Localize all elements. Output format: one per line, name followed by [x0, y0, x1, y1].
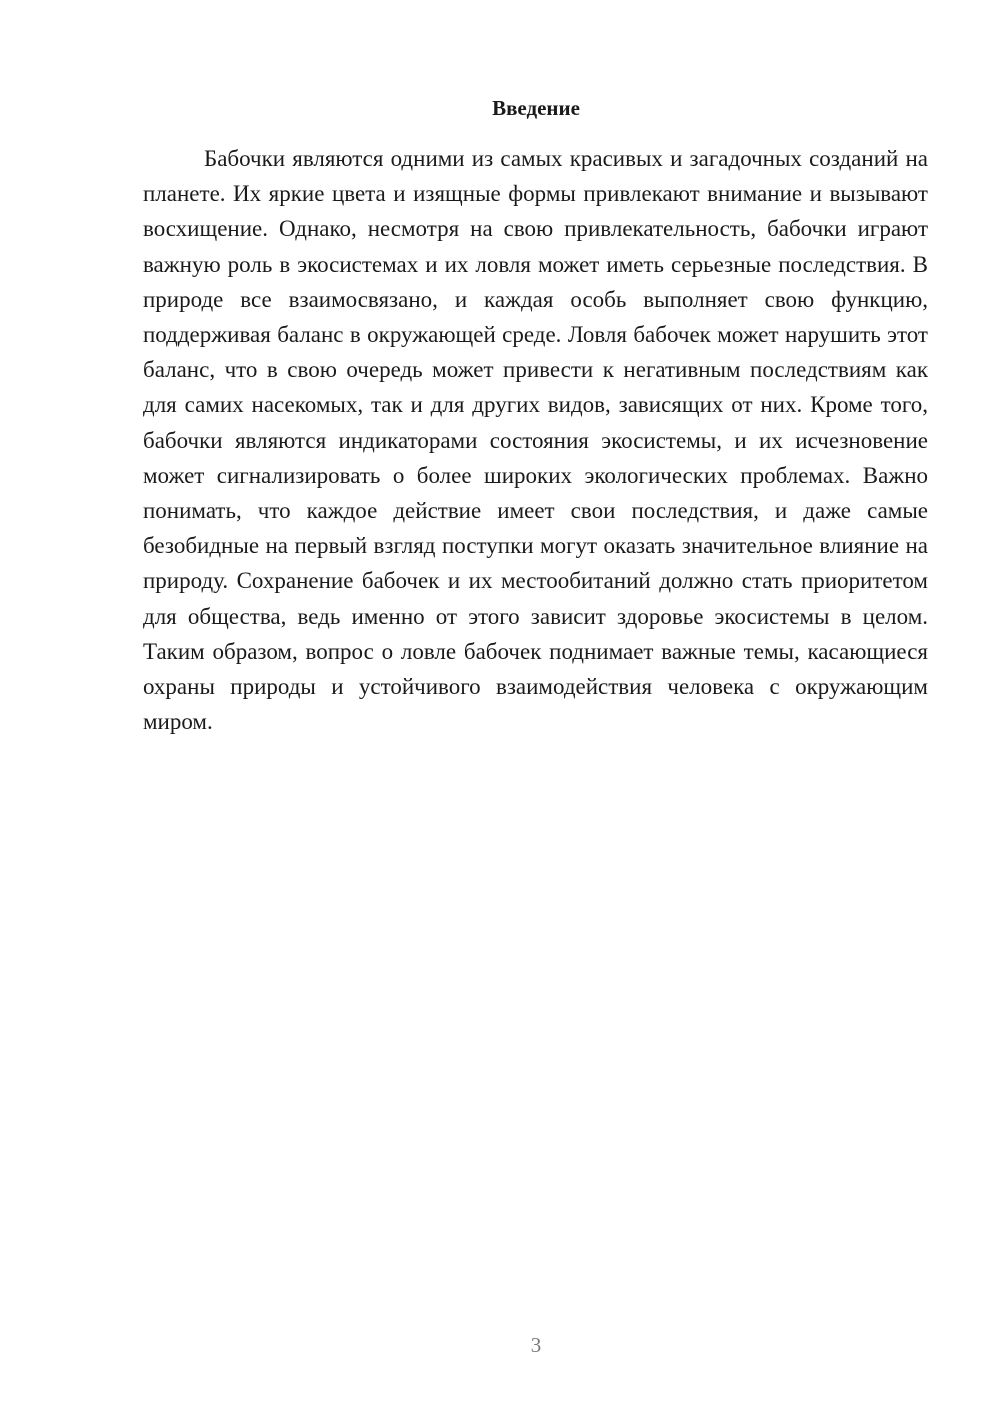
page-number: 3	[530, 1333, 542, 1357]
section-heading: Введение	[492, 96, 580, 120]
body-paragraph: Бабочки являются одними из самых красивых и загадочных созданий на планете. Их яркие цвета и изящные формы привлекают внимание и вызывают восхищение. Однако, несмотря на свою привлекательность, бабочки играют важную роль в экосистемах и их ловля может иметь серьезные последствия. В природе все взаимосвязано, и каждая особь выполняет свою функцию, поддерживая баланс в окружающей среде. Ловля бабочек может нарушить этот баланс, что в свою очередь может привести к негативным последствиям как для самих насекомых, так и для других видов, зависящих от них. Кроме того, бабочки являются индикаторами состояния экосистемы, и их исчезновение может сигнализировать о более широких экологических проблемах. Важно понимать, что каждое действие имеет свои последствия, и даже самые безобидные на первый взгляд поступки могут оказать значительное влияние на природу. Сохранение бабочек и их местообитаний должно стать приоритетом для общества, ведь именно от этого зависит здоровье экосистемы в целом. Таким образом, вопрос о ловле бабочек поднимает важные темы, касающиеся охраны природы и устойчивого взаимодействия человека с окружающим миром.	[143, 146, 928, 735]
